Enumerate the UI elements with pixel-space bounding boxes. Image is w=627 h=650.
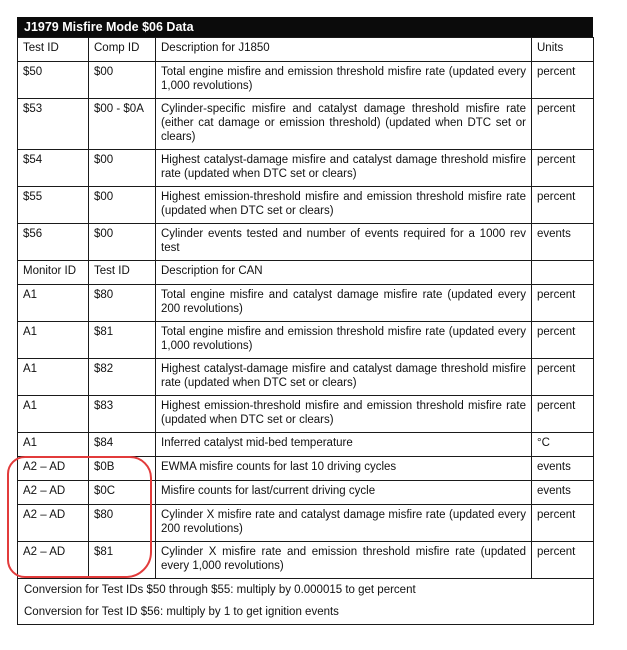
comp-id-cell: $00 [89,150,156,187]
monitor-id-cell: A1 [18,322,89,359]
test-id-cell: $84 [89,433,156,457]
test-id-cell: $81 [89,322,156,359]
table-row [18,542,594,579]
table-row [18,285,594,322]
table-row [18,396,594,433]
header-units: Units [532,38,594,62]
header-description-j1850: Description for J1850 [156,38,532,62]
units-cell: events [532,481,594,505]
monitor-id-cell: A1 [18,359,89,396]
description-cell: Total engine misfire and emission threshold misfire rate (updated every 1,000 revolutions) [156,322,532,359]
test-id-cell: $83 [89,396,156,433]
monitor-id-cell: A1 [18,285,89,322]
description-cell: Highest catalyst-damage misfire and catalyst damage threshold misfire rate (updated when DTC set or clears) [156,359,532,396]
header-comp-id: Comp ID [89,38,156,62]
units-cell: percent [532,505,594,542]
units-cell: °C [532,433,594,457]
test-id-cell: $0C [89,481,156,505]
table-row [18,505,594,542]
test-id-cell: $50 [18,62,89,99]
units-cell: percent [532,359,594,396]
description-cell: Total engine misfire and catalyst damage misfire rate (updated every 200 revolutions) [156,285,532,322]
description-cell: Total engine misfire and emission threshold misfire rate (updated every 1,000 revolutions) [156,62,532,99]
description-cell: Cylinder X misfire rate and emission threshold misfire rate (updated every 1,000 revolutions) [156,542,532,579]
monitor-id-cell: A1 [18,396,89,433]
header-test-id: Test ID [18,38,89,62]
note-row [18,579,594,603]
conversion-note: Conversion for Test ID $56: multiply by 1 to get ignition events [18,602,594,625]
table-row [18,99,594,150]
conversion-note: Conversion for Test IDs $50 through $55: multiply by 0.000015 to get percent [18,579,594,603]
monitor-id-cell: A2 – AD [18,481,89,505]
table-title: J1979 Misfire Mode $06 Data [17,17,593,37]
description-cell: Misfire counts for last/current driving cycle [156,481,532,505]
description-cell: Cylinder X misfire rate and catalyst damage misfire rate (updated every 200 revolutions) [156,505,532,542]
misfire-table [17,37,594,625]
test-id-cell: $80 [89,505,156,542]
units-cell: percent [532,187,594,224]
header-test-id-can: Test ID [89,261,156,285]
description-cell: Highest emission-threshold misfire and emission threshold misfire rate (updated when DTC set or clears) [156,396,532,433]
table-row [18,433,594,457]
units-cell: events [532,224,594,261]
units-cell: percent [532,322,594,359]
units-cell: percent [532,99,594,150]
table-row [18,62,594,99]
units-cell: events [532,457,594,481]
comp-id-cell: $00 - $0A [89,99,156,150]
j1850-header-row [18,38,594,62]
note-row [18,602,594,625]
test-id-cell: $81 [89,542,156,579]
test-id-cell: $56 [18,224,89,261]
units-cell: percent [532,285,594,322]
description-cell: EWMA misfire counts for last 10 driving cycles [156,457,532,481]
test-id-cell: $82 [89,359,156,396]
comp-id-cell: $00 [89,187,156,224]
table-row [18,359,594,396]
table-row [18,481,594,505]
description-cell: Cylinder events tested and number of events required for a 1000 rev test [156,224,532,261]
description-cell: Inferred catalyst mid-bed temperature [156,433,532,457]
test-id-cell: $80 [89,285,156,322]
table-row [18,457,594,481]
table-row [18,224,594,261]
monitor-id-cell: A2 – AD [18,542,89,579]
units-cell: percent [532,150,594,187]
header-units-can [532,261,594,285]
comp-id-cell: $00 [89,62,156,99]
comp-id-cell: $00 [89,224,156,261]
monitor-id-cell: A2 – AD [18,505,89,542]
description-cell: Highest emission-threshold misfire and emission threshold misfire rate (updated when DTC set or clears) [156,187,532,224]
test-id-cell: $54 [18,150,89,187]
test-id-cell: $55 [18,187,89,224]
test-id-cell: $53 [18,99,89,150]
table-row [18,150,594,187]
misfire-data-document [17,17,593,625]
table-row [18,322,594,359]
table-row [18,187,594,224]
header-monitor-id: Monitor ID [18,261,89,285]
header-description-can: Description for CAN [156,261,532,285]
can-header-row [18,261,594,285]
description-cell: Cylinder-specific misfire and catalyst damage threshold misfire rate (either cat damage or emission threshold) (updated when DTC set or clears) [156,99,532,150]
monitor-id-cell: A1 [18,433,89,457]
units-cell: percent [532,62,594,99]
test-id-cell: $0B [89,457,156,481]
units-cell: percent [532,542,594,579]
description-cell: Highest catalyst-damage misfire and catalyst damage threshold misfire rate (updated when DTC set or clears) [156,150,532,187]
monitor-id-cell: A2 – AD [18,457,89,481]
units-cell: percent [532,396,594,433]
